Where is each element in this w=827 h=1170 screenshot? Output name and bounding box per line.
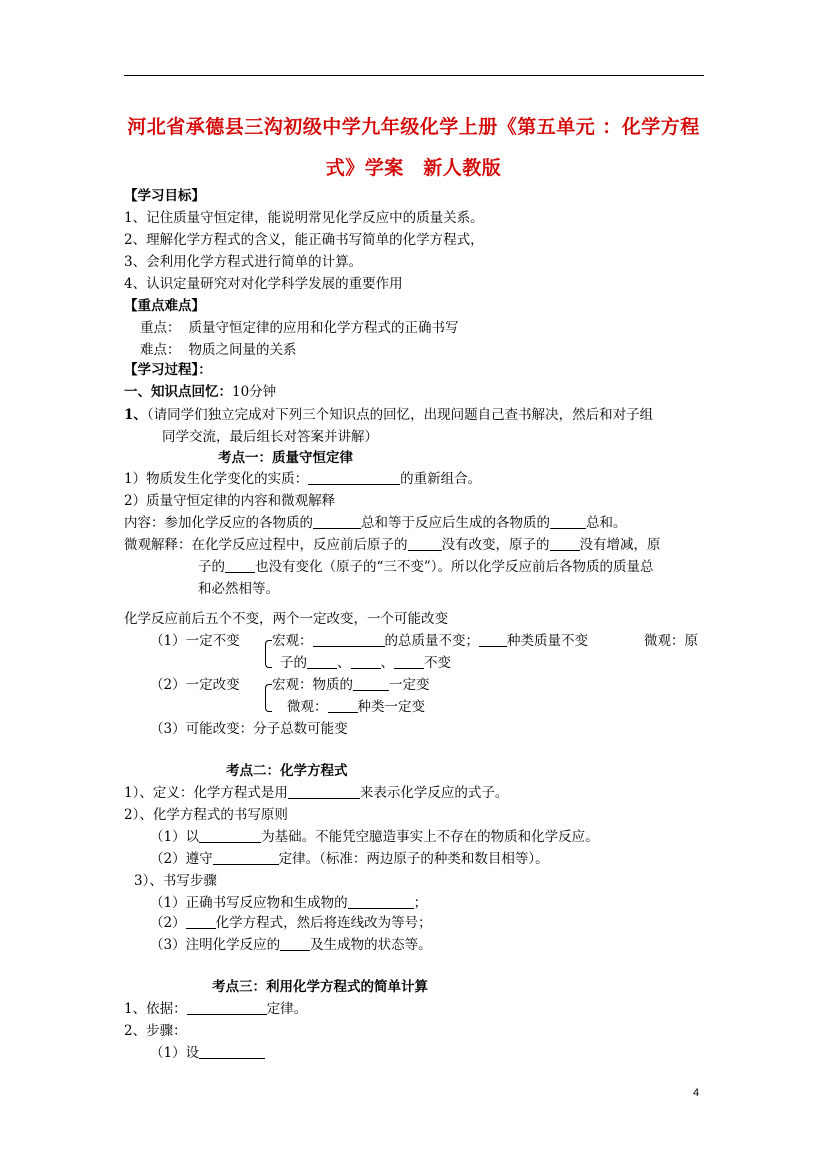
kp2-line7 bbox=[150, 913, 432, 933]
kp3-heading: 考点三：利用化学方程式的简单计算 bbox=[212, 979, 428, 995]
text: 种类一定变 bbox=[357, 699, 425, 715]
header-rule bbox=[124, 75, 704, 76]
text: 、 bbox=[380, 655, 394, 671]
text: 、 bbox=[337, 655, 351, 671]
rule2-micro bbox=[287, 697, 425, 717]
text: 子的 bbox=[280, 655, 307, 671]
text: ； bbox=[413, 895, 428, 911]
fill-blank[interactable] bbox=[308, 470, 400, 485]
text: 种类质量不变 bbox=[507, 633, 588, 649]
rule2-label: （2）一定改变 bbox=[150, 677, 240, 693]
kp1-line1 bbox=[124, 469, 481, 489]
fill-blank[interactable] bbox=[550, 536, 580, 551]
fill-blank[interactable] bbox=[186, 914, 216, 929]
text: 内容：参加化学反应的各物质的 bbox=[124, 515, 313, 531]
fill-blank[interactable] bbox=[479, 632, 507, 647]
text: 1、依据： bbox=[124, 1001, 187, 1017]
objective-item: 1、记住质量守恒定律，能说明常见化学反应中的质量关系。 bbox=[124, 210, 484, 226]
key-points-heading: 【重点难点】 bbox=[124, 298, 205, 314]
fill-blank[interactable] bbox=[187, 1000, 267, 1015]
text: （2） bbox=[150, 915, 186, 931]
brace-icon bbox=[265, 684, 272, 712]
rule3: （3）可能改变：分子总数可能变 bbox=[150, 721, 348, 737]
rule1-label: （1）一定不变 bbox=[150, 633, 240, 649]
section1-label: 一、知识点回忆： bbox=[124, 384, 232, 400]
text: 子的 bbox=[198, 559, 225, 575]
objective-item: 3、会利用化学方程式进行简单的计算。 bbox=[124, 254, 363, 270]
kp2-line1 bbox=[124, 783, 508, 803]
kp2-line6 bbox=[150, 893, 427, 913]
kp2-line2: 2）、化学方程式的书写原则 bbox=[124, 807, 288, 823]
rule1-micro: 微观：原 bbox=[644, 633, 698, 649]
text: 来表示化学反应的式子。 bbox=[359, 785, 509, 801]
fill-blank[interactable] bbox=[307, 654, 337, 669]
fill-blank[interactable] bbox=[199, 1044, 265, 1059]
fill-blank[interactable] bbox=[225, 558, 255, 573]
fill-blank[interactable] bbox=[348, 894, 414, 909]
kp1-line4 bbox=[124, 535, 661, 555]
fill-blank[interactable] bbox=[199, 828, 261, 843]
fill-blank[interactable] bbox=[353, 676, 389, 691]
difficult-text: 物质之间量的关系 bbox=[188, 342, 297, 358]
fill-blank[interactable] bbox=[394, 654, 424, 669]
fill-blank[interactable] bbox=[213, 850, 279, 865]
text: 没有改变，原子的 bbox=[441, 537, 550, 553]
fill-blank[interactable] bbox=[313, 514, 361, 529]
text: 及生成物的状态等。 bbox=[310, 937, 432, 953]
text: 总和。 bbox=[586, 515, 627, 531]
kp1-heading: 考点一：质量守恒定律 bbox=[218, 450, 353, 466]
fill-blank[interactable] bbox=[288, 784, 360, 799]
text: 总和等于反应后生成的各物质的 bbox=[361, 515, 550, 531]
key-text: 质量守恒定律的应用和化学方程式的正确书写 bbox=[188, 320, 459, 336]
fill-blank[interactable] bbox=[351, 654, 381, 669]
kp1-line7: 化学反应前后五个不变，两个一定改变，一个可能改变 bbox=[124, 611, 448, 627]
kp1-line6: 和必然相等。 bbox=[198, 581, 279, 597]
fill-blank[interactable] bbox=[280, 936, 310, 951]
intro-text: （请同学们独立完成对下列三个知识点的回忆，出现问题自己查书解决，然后和对子组 bbox=[146, 407, 654, 423]
kp1-line3 bbox=[124, 513, 627, 533]
document-title-line1: 河北省承德县三沟初级中学九年级化学上册《第五单元 ：化学方程 bbox=[127, 116, 700, 138]
kp2-line3 bbox=[150, 827, 599, 847]
text: 1）物质发生化学变化的实质： bbox=[124, 471, 309, 487]
difficult-label: 难点： bbox=[140, 342, 181, 358]
text: 微观： bbox=[287, 699, 328, 715]
text: 一定变 bbox=[389, 677, 430, 693]
fill-blank[interactable] bbox=[408, 536, 442, 551]
text: 1）、定义：化学方程式是用 bbox=[124, 785, 288, 801]
text: 定律。（标准：两边原子的种类和数目相等）。 bbox=[278, 851, 549, 867]
text: 的总质量不变； bbox=[384, 633, 479, 649]
kp1-line5 bbox=[198, 557, 654, 577]
key-label: 重点： bbox=[140, 320, 181, 336]
kp3-line1 bbox=[124, 999, 307, 1019]
kp2-line8 bbox=[150, 935, 432, 955]
text: （1）设 bbox=[150, 1045, 200, 1061]
fill-blank[interactable] bbox=[550, 514, 586, 529]
text: 也没有变化（原子的“三不变”）。所以化学反应前后各物质的质量总 bbox=[255, 559, 654, 575]
kp2-line4 bbox=[150, 849, 549, 869]
intro-line2: 同学交流，最后组长对答案并讲解） bbox=[162, 429, 378, 445]
objectives-heading: 【学习目标】 bbox=[124, 188, 205, 204]
rule1-micro-cont bbox=[280, 653, 451, 673]
section1-time: 10分钟 bbox=[232, 384, 277, 400]
kp2-line5: 3）、书写步骤 bbox=[134, 873, 217, 889]
process-heading: 【学习过程】： bbox=[124, 362, 212, 378]
text: 不变 bbox=[424, 655, 451, 671]
text: 定律。 bbox=[266, 1001, 308, 1017]
text: 微观解释：在化学反应过程中，反应前后原子的 bbox=[124, 537, 408, 553]
objective-item: 4、认识定量研究对对化学科学发展的重要作用 bbox=[124, 276, 403, 292]
section1-heading bbox=[124, 382, 276, 402]
text: （1）以 bbox=[150, 829, 200, 845]
text: （2）遵守 bbox=[150, 851, 213, 867]
text: 为基础。不能凭空臆造事实上不存在的物质和化学反应。 bbox=[261, 829, 599, 845]
kp3-line2: 2、步骤： bbox=[124, 1023, 187, 1039]
text: 宏观： bbox=[272, 633, 313, 649]
text: （3）注明化学反应的 bbox=[150, 937, 281, 953]
objective-item: 2、理解化学方程式的含义，能正确书写简单的化学方程式， bbox=[124, 232, 484, 248]
kp3-line3 bbox=[150, 1043, 265, 1063]
kp2-heading: 考点二：化学方程式 bbox=[226, 763, 348, 779]
text: 的重新组合。 bbox=[400, 471, 482, 487]
brace-icon bbox=[265, 640, 272, 668]
text: 宏观：物质的 bbox=[272, 677, 353, 693]
fill-blank[interactable] bbox=[313, 632, 385, 647]
difficult-point bbox=[140, 340, 297, 360]
document-title-line2: 式》学案 新人教版 bbox=[325, 157, 502, 179]
kp1-line2: 2）质量守恒定律的内容和微观解释 bbox=[124, 493, 336, 509]
key-point bbox=[140, 318, 459, 338]
text: 没有增减，原 bbox=[579, 537, 661, 553]
page-number: 4 bbox=[693, 1087, 700, 1099]
rule1-macro bbox=[272, 631, 588, 651]
text: 化学方程式，然后将连线改为等号； bbox=[215, 915, 432, 931]
text: （1）正确书写反应物和生成物的 bbox=[150, 895, 348, 911]
rule2-macro bbox=[272, 675, 430, 695]
intro-line1 bbox=[124, 405, 653, 425]
fill-blank[interactable] bbox=[328, 698, 358, 713]
intro-number: 1、 bbox=[124, 407, 147, 423]
